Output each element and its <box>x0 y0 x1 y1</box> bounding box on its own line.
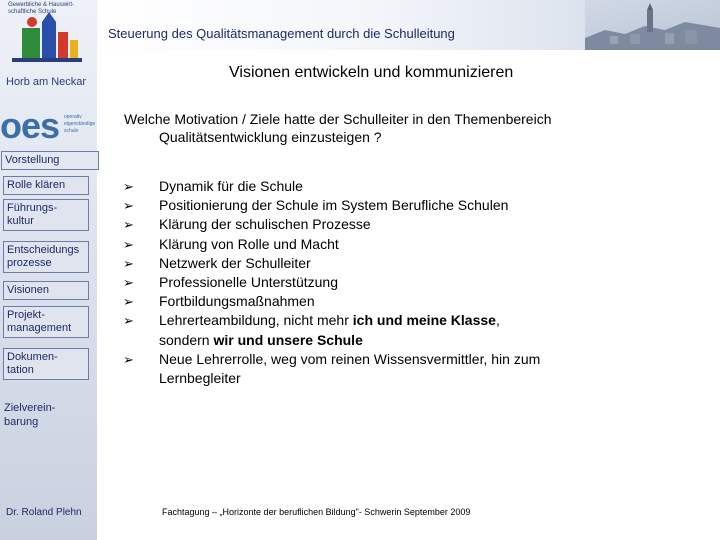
nav-item-fuehrungskultur[interactable] <box>3 199 89 231</box>
school-name-line2: schaftliche Schule <box>8 9 57 15</box>
school-name-line1: Gewerbliche & Hauswirt- <box>8 2 75 8</box>
bullet-text: Klärung von Rolle und Macht <box>159 235 339 252</box>
arrow-bullet-icon: ➢ <box>123 275 134 291</box>
list-item <box>123 215 703 234</box>
footer-event: Fachtagung – „Horizonte der beruflichen Bildung"- Schwerin September 2009 <box>162 507 471 517</box>
nav-item-rolle[interactable]: Rolle klären <box>3 176 89 195</box>
arrow-bullet-icon: ➢ <box>123 236 134 252</box>
school-name <box>8 2 100 16</box>
question-heading <box>124 110 684 146</box>
nav-item-dokumentation[interactable] <box>3 348 89 380</box>
nav-ziel-line1: Zielverein- <box>4 402 56 414</box>
list-item <box>123 292 703 311</box>
nav-fuehrung-line2: kultur <box>7 215 34 227</box>
list-item <box>123 235 703 254</box>
page-title: Steuerung des Qualitätsmanagement durch die Schulleitung <box>108 26 455 41</box>
nav-item-visionen[interactable]: Visionen <box>3 281 89 300</box>
nav-projekt-line2: management <box>7 322 72 334</box>
bullet-text: Lernbegleiter <box>159 370 241 387</box>
footer-author: Dr. Roland Plehn <box>6 507 82 518</box>
nav-doku-line1: Dokumen- <box>7 351 58 363</box>
nav-doku-line2: tation <box>7 364 34 376</box>
nav-ziel-line2: barung <box>4 416 39 428</box>
oes-logo-subtitle <box>64 114 98 135</box>
bullet-text: Netzwerk der Schulleiter <box>159 254 311 271</box>
bullet-text: Positionierung der Schule im System Berufliche Schulen <box>159 197 509 214</box>
bullet-list <box>123 177 703 388</box>
bullet-text: , <box>495 312 500 329</box>
list-item <box>123 177 703 196</box>
list-item <box>123 254 703 273</box>
nav-projekt-line1: Projekt- <box>7 309 45 321</box>
arrow-bullet-icon: ➢ <box>123 313 134 329</box>
town-label: Horb am Neckar <box>6 76 87 88</box>
nav-item-vorstellung[interactable]: Vorstellung <box>1 151 99 170</box>
list-item <box>123 350 703 388</box>
page-subtitle: Visionen entwickeln und kommunizieren <box>229 64 514 81</box>
bullet-text: sondern <box>159 331 214 348</box>
nav-entscheidung-line2: prozesse <box>7 257 52 269</box>
list-item <box>123 273 703 292</box>
oes-subtitle-line3: schule <box>64 128 79 134</box>
oes-logo: oes <box>0 105 60 146</box>
arrow-bullet-icon: ➢ <box>123 255 134 271</box>
oes-subtitle-line1: operativ <box>64 114 82 120</box>
bullet-text: Lehrerteambildung, nicht mehr <box>159 312 353 329</box>
arrow-bullet-icon: ➢ <box>123 179 134 194</box>
question-line1: Welche Motivation / Ziele hatte der Schulleiter in den Themenbereich <box>124 111 552 127</box>
arrow-bullet-icon: ➢ <box>123 351 134 367</box>
arrow-bullet-icon: ➢ <box>123 294 134 310</box>
bullet-text: Fortbildungsmaßnahmen <box>159 293 315 310</box>
arrow-bullet-icon: ➢ <box>123 217 134 233</box>
nav-entscheidung-line1: Entscheidungs <box>7 244 80 256</box>
town-photo-image <box>585 0 720 50</box>
list-item <box>123 196 703 215</box>
bullet-text: Neue Lehrerrolle, weg vom reinen Wissensvermittler, hin zum <box>159 350 541 367</box>
nav-item-projektmanagement[interactable] <box>3 306 89 338</box>
list-item <box>123 311 703 349</box>
bullet-emphasis: wir und unsere Schule <box>213 331 363 348</box>
oes-subtitle-line2: eigenständige <box>64 121 96 127</box>
nav-fuehrung-line1: Führungs- <box>7 202 58 214</box>
arrow-bullet-icon: ➢ <box>123 198 134 214</box>
question-line2: Qualitätsentwicklung einzusteigen ? <box>159 129 382 145</box>
bullet-text: Klärung der schulischen Prozesse <box>159 216 371 233</box>
bullet-text: Professionelle Unterstützung <box>159 274 338 291</box>
nav-item-entscheidungsprozesse[interactable] <box>3 241 89 273</box>
bullet-text: Dynamik für die Schule <box>159 178 303 194</box>
bullet-emphasis: ich und meine Klasse <box>352 312 496 329</box>
nav-item-zielvereinbarung[interactable] <box>4 401 55 429</box>
